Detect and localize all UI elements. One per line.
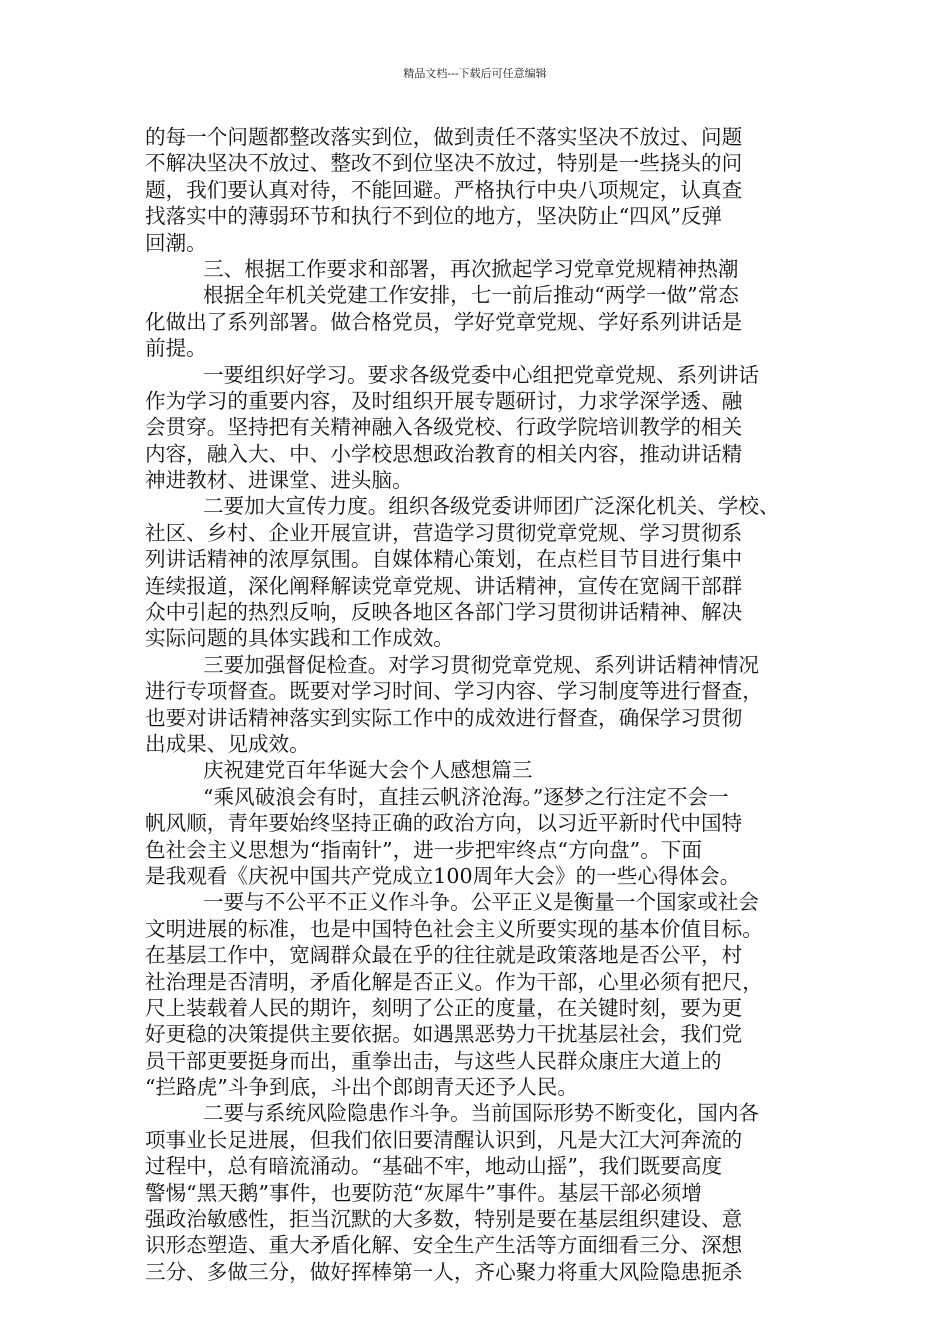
- text-line: 内容，融入大、中、小学校思想政治教育的相关内容，推动讲话精: [145, 441, 743, 466]
- text-line: 众中引起的热烈反响，反映各地区各部门学习贯彻讲话精神、解决: [145, 600, 743, 625]
- text-line: 神进教材、进课堂、进头脑。: [145, 468, 413, 493]
- text-line: 进行专项督查。既要对学习时间、学习内容、学习制度等进行督查，: [145, 679, 763, 704]
- paragraph-first-line: 一要与不公平不正义作斗争。公平正义是衡量一个国家或社会: [203, 890, 760, 915]
- text-line: 的每一个问题都整改落实到位，做到责任不落实坚决不放过、问题: [145, 125, 743, 149]
- paragraph-first-line: 庆祝建党百年华诞大会个人感想篇三: [203, 758, 533, 783]
- text-line: 过程中，总有暗流涌动。“基础不牢，地动山摇”，我们既要高度: [145, 1154, 723, 1179]
- text-line: 题，我们要认真对待，不能回避。严格执行中央八项规定，认真查: [145, 177, 743, 202]
- text-line: 识形态塑造、重大矛盾化解、安全生产生活等方面细看三分、深想: [145, 1233, 743, 1258]
- text-line: 社治理是否清明，矛盾化解是否正义。作为干部，心里必须有把尺，: [145, 969, 763, 994]
- text-line: 在基层工作中，宽阔群众最在乎的往往就是政策落地是否公平，村: [145, 943, 743, 968]
- paragraph-first-line: 二要加大宣传力度。组织各级党委讲师团广泛深化机关、学校、: [203, 494, 780, 519]
- text-line: 作为学习的重要内容，及时组织开展专题研讨，力求学深学透、融: [145, 388, 743, 413]
- text-line: 不解决坚决不放过、整改不到位坚决不放过，特别是一些挠头的问: [145, 151, 743, 176]
- text-line: 会贯穿。坚持把有关精神融入各级党校、行政学院培训教学的相关: [145, 415, 743, 440]
- text-line: 出成果、见成效。: [145, 731, 310, 756]
- text-line: 也要对讲话精神落实到实际工作中的成效进行督查，确保学习贯彻: [145, 705, 743, 730]
- text-line: 强政治敏感性，拒当沉默的大多数，特别是要在基层组织建设、意: [145, 1207, 743, 1232]
- text-line: 社区、乡村、企业开展宣讲，营造学习贯彻党章党规、学习贯彻系: [145, 520, 743, 545]
- text-line: 帆风顺，青年要始终坚持正确的政治方向，以习近平新时代中国特: [145, 811, 743, 836]
- paragraph-first-line: 一要组织好学习。要求各级党委中心组把党章党规、系列讲话: [203, 362, 760, 387]
- page-header: 精品文档---下载后可任意编辑: [403, 67, 547, 80]
- text-line: 色社会主义思想为“指南针”，进一步把牢终点“方向盘”。下面: [145, 837, 702, 862]
- paragraph-first-line: 三、根据工作要求和部署，再次掀起学习党章党规精神热潮: [203, 256, 739, 281]
- text-line: 实际问题的具体实践和工作成效。: [145, 626, 454, 651]
- text-line: 尺上装载着人民的期许，刻明了公正的度量，在关键时刻，要为更: [145, 995, 743, 1020]
- text-line: 化做出了系列部署。做合格党员，学好党章党规、学好系列讲话是: [145, 309, 743, 334]
- paragraph-first-line: 根据全年机关党建工作安排，七一前后推动“两学一做”常态: [203, 283, 739, 308]
- document-body: [145, 124, 809, 1285]
- text-line: 好更稳的决策提供主要依据。如遇黑恶势力干扰基层社会，我们党: [145, 1022, 743, 1047]
- text-line: “拦路虎”斗争到底，斗出个郎朗青天还予人民。: [145, 1075, 578, 1100]
- text-line: 前提。: [145, 336, 207, 361]
- text-line: 文明进展的标准，也是中国特色社会主义所要实现的基本价值目标。: [145, 916, 763, 941]
- text-line: 回潮。: [145, 230, 207, 255]
- text-line: 项事业长足进展，但我们依旧要清醒认识到，凡是大江大河奔流的: [145, 1127, 743, 1152]
- paragraph-first-line: 二要与系统风险隐患作斗争。当前国际形势不断变化，国内各: [203, 1101, 760, 1126]
- text-line: 是我观看《庆祝中国共产党成立100周年大会》的一些心得体会。: [145, 863, 741, 888]
- text-line: 找落实中的薄弱环节和执行不到位的地方，坚决防止“四风”反弹: [145, 204, 723, 229]
- text-line: 员干部更要挺身而出，重拳出击，与这些人民群众康庄大道上的: [145, 1048, 722, 1073]
- text-line: 列讲话精神的浓厚氛围。自媒体精心策划，在点栏目节目进行集中: [145, 547, 743, 572]
- paragraph-first-line: “乘风破浪会有时，直挂云帆济沧海。”逐梦之行注定不会一: [203, 784, 729, 809]
- paragraph-first-line: 三要加强督促检查。对学习贯彻党章党规、系列讲话精神情况: [203, 652, 760, 677]
- text-line: 警惕“黑天鹅”事件，也要防范“灰犀牛”事件。基层干部必须增: [145, 1180, 702, 1205]
- text-line: 连续报道，深化阐释解读党章党规、讲话精神，宣传在宽阔干部群: [145, 573, 743, 598]
- text-line: 三分、多做三分，做好挥棒第一人，齐心聚力将重大风险隐患扼杀: [145, 1259, 743, 1284]
